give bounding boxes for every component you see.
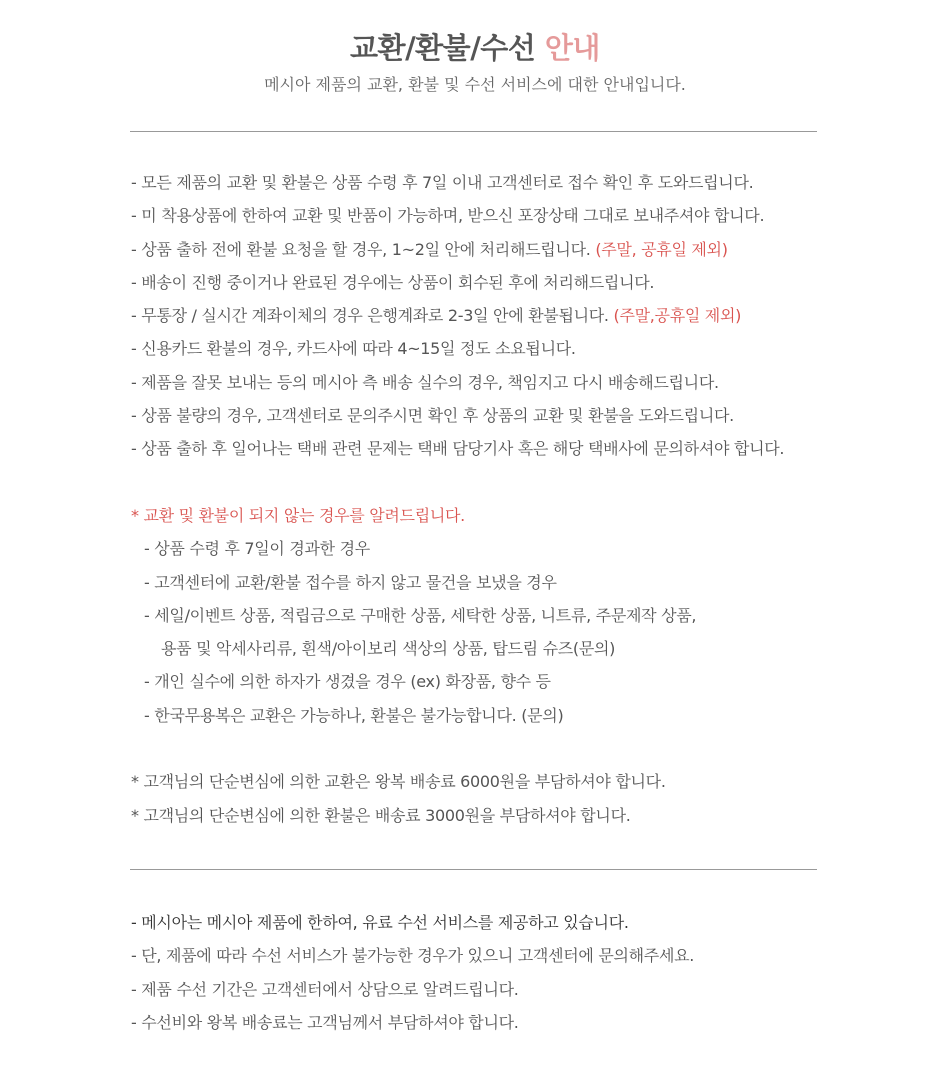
policy-item-text: - 무통장 / 실시간 계좌이체의 경우 은행계좌로 2-3일 안에 환불됩니다. [131,306,614,326]
exclusion-item: - 상품 수령 후 7일이 경과한 경우 [144,539,370,559]
page-title-accent: 안내 [544,31,600,65]
page-subtitle: 메시아 제품의 교환, 환불 및 수선 서비스에 대한 안내입니다. [264,75,686,94]
shipping-fee-item: * 고객님의 단순변심에 의한 교환은 왕복 배송료 6000원을 부담하셔야 합니다. [131,772,666,792]
policy-item: - 제품을 잘못 보내는 등의 메시아 측 배송 실수의 경우, 책임지고 다시 배송해드립니다. [131,372,719,392]
shipping-fee-item: * 고객님의 단순변심에 의한 환불은 배송료 3000원을 부담하셔야 합니다. [131,805,631,825]
policy-item [131,299,831,332]
holiday-note: (주말, 공휴일 제외) [595,239,728,259]
policy-item: - 모든 제품의 교환 및 환불은 상품 수령 후 7일 이내 고객센터로 접수 확인 후 도와드립니다. [131,173,754,192]
exclusion-item: - 개인 실수에 의한 하자가 생겼을 경우 (ex) 화장품, 향수 등 [144,672,551,692]
policy-item: - 상품 불량의 경우, 고객센터로 문의주시면 확인 후 상품의 교환 및 환불을 도와드립니다. [131,406,734,426]
policy-section [131,166,831,832]
repair-item: - 단, 제품에 따라 수선 서비스가 불가능한 경우가 있으니 고객센터에 문의해주세요. [131,946,695,966]
page-title [0,26,950,67]
policy-item [131,233,831,266]
holiday-note: (주말,공휴일 제외) [613,306,742,326]
policy-item-text: - 상품 출하 전에 환불 요청을 할 경우, 1~2일 안에 처리해드립니다. [131,239,596,259]
policy-item: - 미 착용상품에 한하여 교환 및 반품이 가능하며, 받으신 포장상태 그대로 보내주셔야 합니다. [131,206,765,226]
policy-item: - 상품 출하 후 일어나는 택배 관련 문제는 택배 담당기사 혹은 해당 택배사에 문의하셔야 합니다. [131,439,785,459]
exclusions-heading: * 교환 및 환불이 되지 않는 경우를 알려드립니다. [131,505,465,525]
policy-item: - 배송이 진행 중이거나 완료된 경우에는 상품이 회수된 후에 처리해드립니다. [131,272,655,292]
page-title-main: 교환/환불/수선 [350,31,545,65]
bottom-divider [130,869,817,870]
exclusion-item: - 고객센터에 교환/환불 접수를 하지 않고 물건을 보냈을 경우 [144,572,557,592]
exclusion-item: - 세일/이벤트 상품, 적립금으로 구매한 상품, 세탁한 상품, 니트류, 주문제작 상품, [144,605,697,625]
repair-section [131,906,831,1039]
spacer [131,466,831,499]
exclusion-item: - 한국무용복은 교환은 가능하나, 환불은 불가능합니다. (문의) [144,705,564,725]
repair-item: - 제품 수선 기간은 고객센터에서 상담으로 알려드립니다. [131,979,519,999]
policy-item: - 신용카드 환불의 경우, 카드사에 따라 4~15일 정도 소요됩니다. [131,339,576,359]
exclusion-item-continued: 용품 및 악세사리류, 흰색/아이보리 색상의 상품, 탑드림 슈즈(문의) [161,639,616,659]
repair-item: - 메시아는 메시아 제품에 한하여, 유료 수선 서비스를 제공하고 있습니다. [131,913,629,932]
top-divider [130,131,817,132]
repair-item: - 수선비와 왕복 배송료는 고객님께서 부담하셔야 합니다. [131,1012,519,1032]
spacer [131,732,831,765]
